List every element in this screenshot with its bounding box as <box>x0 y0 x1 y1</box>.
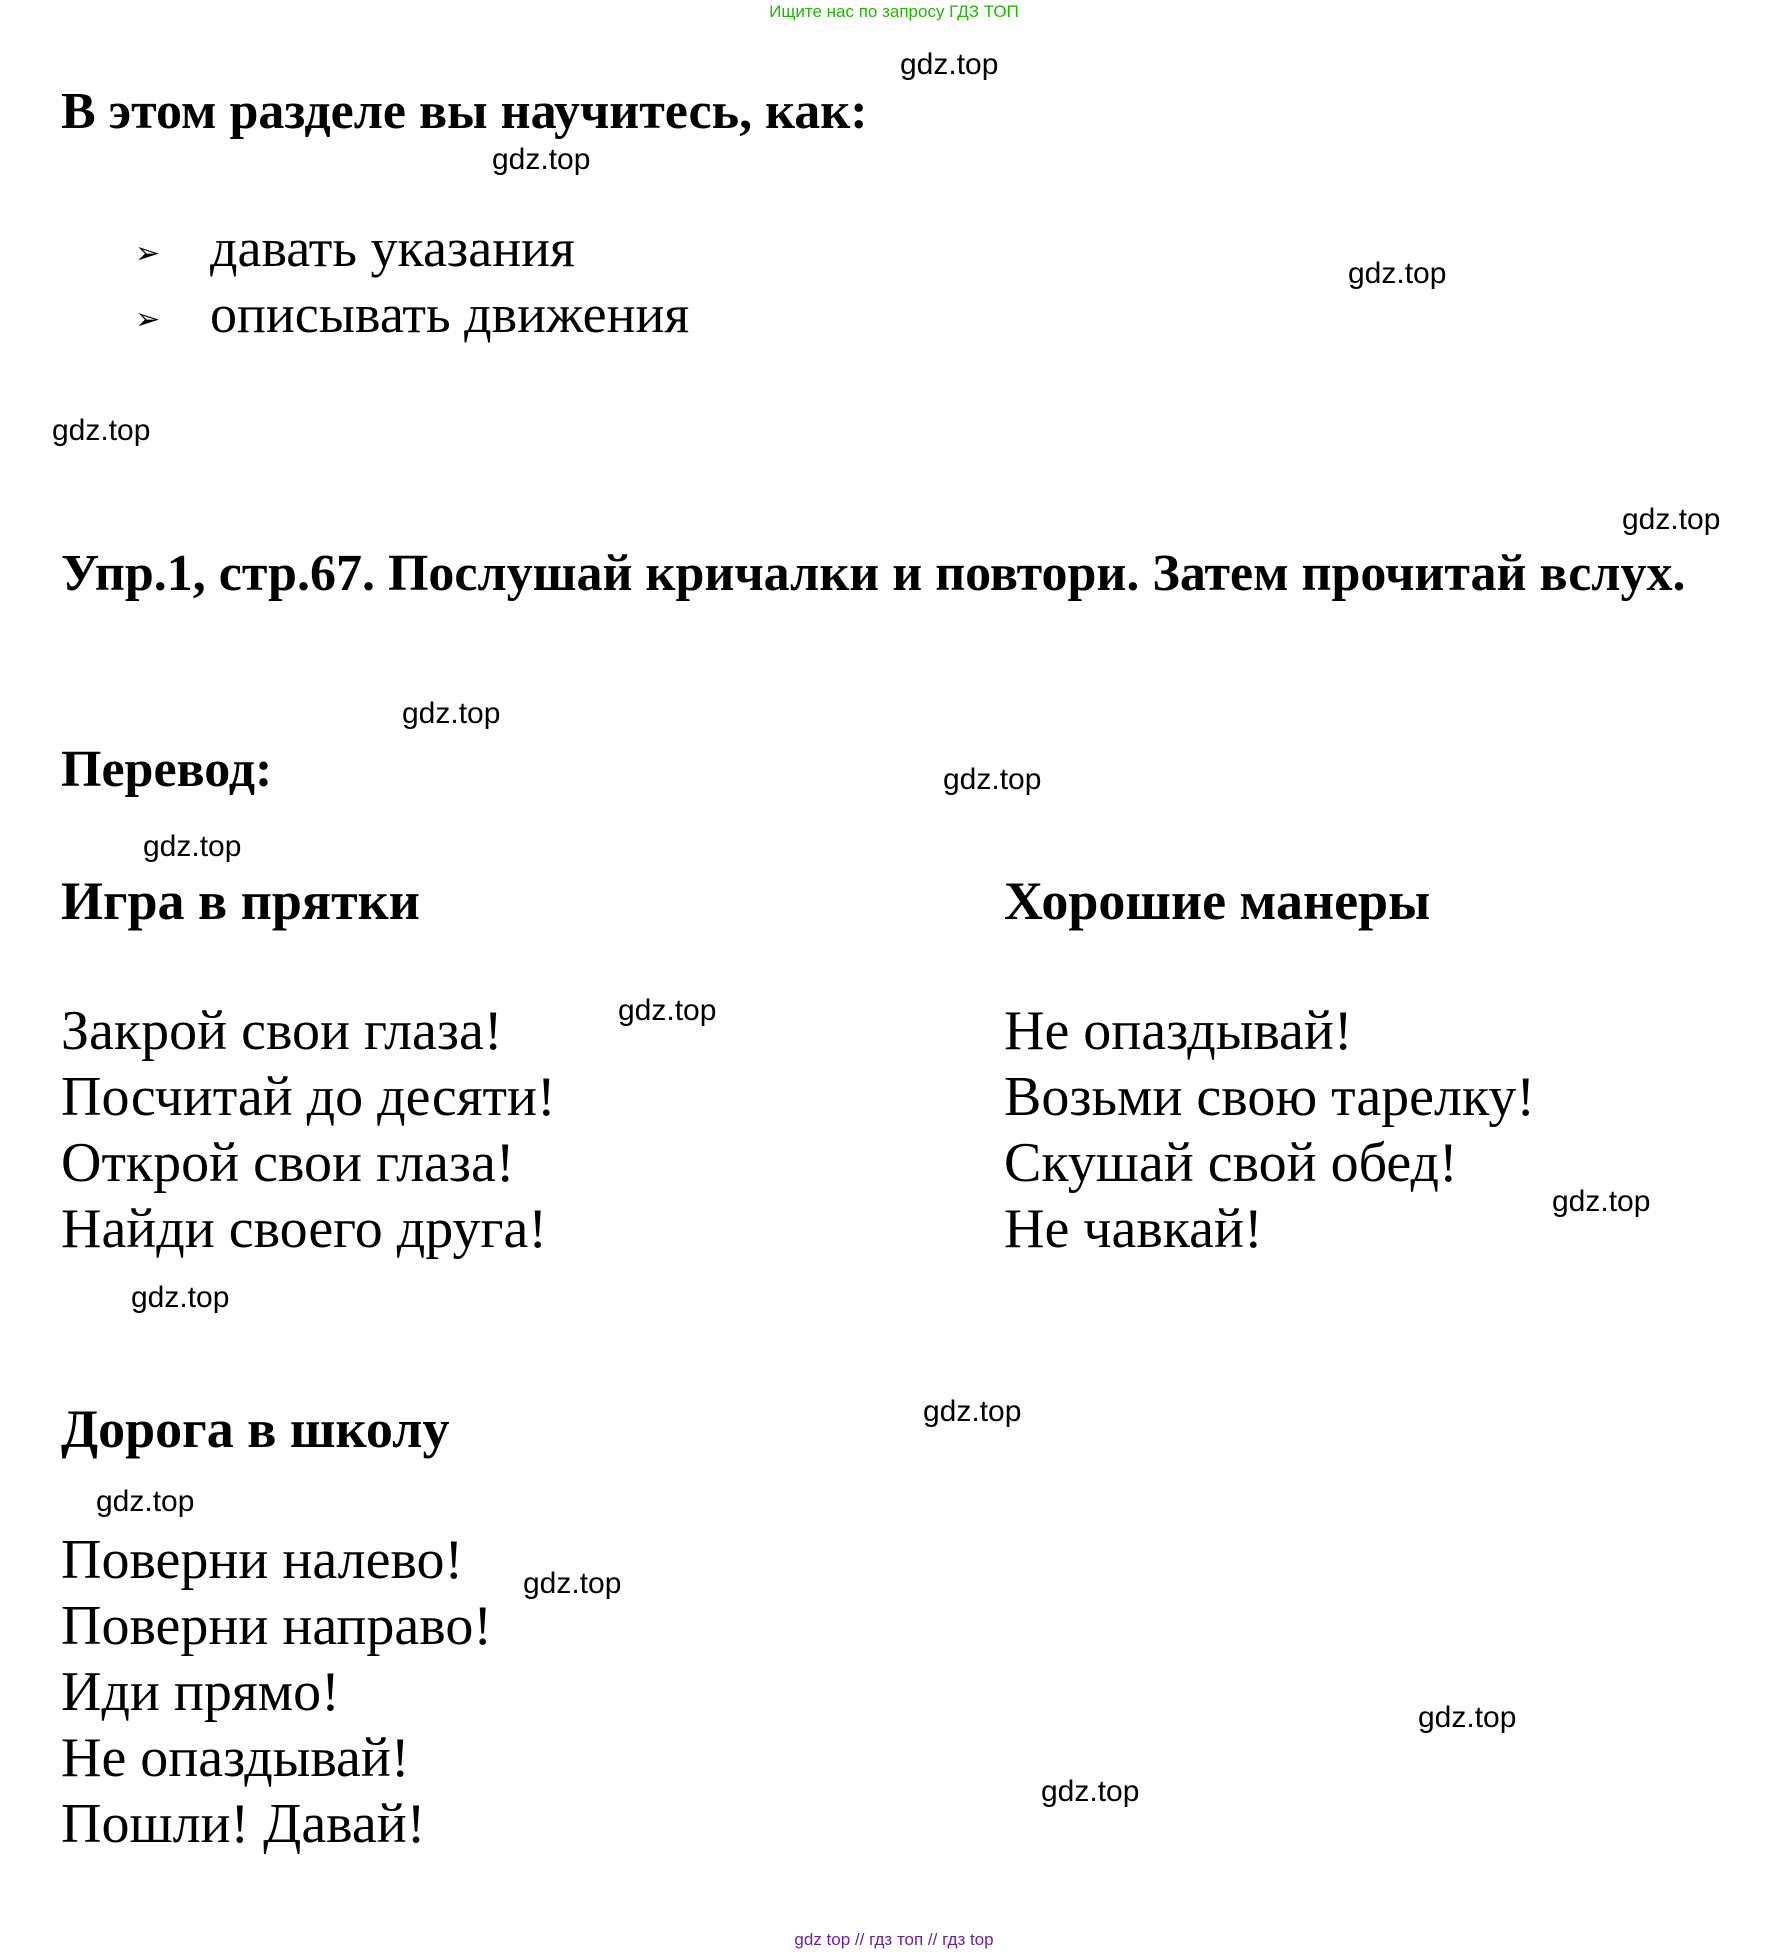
poem-line: Закрой свои глаза! <box>61 1000 503 1062</box>
poem-title-good-manners: Хорошие манеры <box>1004 871 1431 931</box>
watermark: gdz.top <box>943 763 1042 796</box>
arrow-bullet-icon: ➢ <box>135 235 161 271</box>
poem-line: Не опаздывай! <box>61 1727 410 1789</box>
exercise-title: Упр.1, стр.67. Послушай кричалки и повтори. Затем прочитай вслух. <box>61 545 1686 602</box>
poem-line: Пошли! Давай! <box>61 1793 426 1855</box>
top-banner: Ищите нас по запросу ГДЗ ТОП <box>769 2 1019 21</box>
poem-line: Поверни налево! <box>61 1529 464 1591</box>
poem-line: Найди своего друга! <box>61 1198 547 1260</box>
bottom-banner: gdz top // гдз топ // гдз top <box>794 1930 994 1949</box>
poem-line: Поверни направо! <box>61 1595 492 1657</box>
poem-line: Иди прямо! <box>61 1661 340 1723</box>
watermark: gdz.top <box>1041 1775 1140 1808</box>
poem-line: Не чавкай! <box>1004 1198 1263 1260</box>
watermark: gdz.top <box>402 697 501 730</box>
translation-label: Перевод: <box>61 741 273 798</box>
poem-title-way-to-school: Дорога в школу <box>61 1399 450 1459</box>
poem-lines-good-manners <box>1004 998 1535 1262</box>
arrow-bullet-icon: ➢ <box>135 301 161 337</box>
watermark: gdz.top <box>523 1567 622 1600</box>
list-item <box>135 215 689 281</box>
poem-lines-hide-and-seek <box>61 998 556 1262</box>
watermark: gdz.top <box>923 1395 1022 1428</box>
poem-line: Посчитай до десяти! <box>61 1066 556 1128</box>
watermark: gdz.top <box>1348 257 1447 290</box>
watermark: gdz.top <box>492 143 591 176</box>
watermark: gdz.top <box>618 994 717 1027</box>
poem-title-hide-and-seek: Игра в прятки <box>61 871 420 931</box>
poem-line: Не опаздывай! <box>1004 1000 1353 1062</box>
watermark: gdz.top <box>900 48 999 81</box>
watermark: gdz.top <box>1552 1185 1651 1218</box>
poem-line: Возьми свою тарелку! <box>1004 1066 1536 1128</box>
list-item-label: описывать движения <box>210 284 690 344</box>
list-item-label: давать указания <box>210 218 575 278</box>
poem-line: Открой свои глаза! <box>61 1132 515 1194</box>
watermark: gdz.top <box>131 1281 230 1314</box>
learning-goals-list <box>135 215 689 347</box>
watermark: gdz.top <box>1622 503 1721 536</box>
poem-lines-way-to-school <box>61 1527 492 1857</box>
watermark: gdz.top <box>52 414 151 447</box>
watermark: gdz.top <box>143 830 242 863</box>
watermark: gdz.top <box>1418 1701 1517 1734</box>
watermark: gdz.top <box>96 1485 195 1518</box>
list-item <box>135 281 689 347</box>
section-intro-heading: В этом разделе вы научитесь, как: <box>61 83 868 140</box>
poem-line: Скушай свой обед! <box>1004 1132 1458 1194</box>
